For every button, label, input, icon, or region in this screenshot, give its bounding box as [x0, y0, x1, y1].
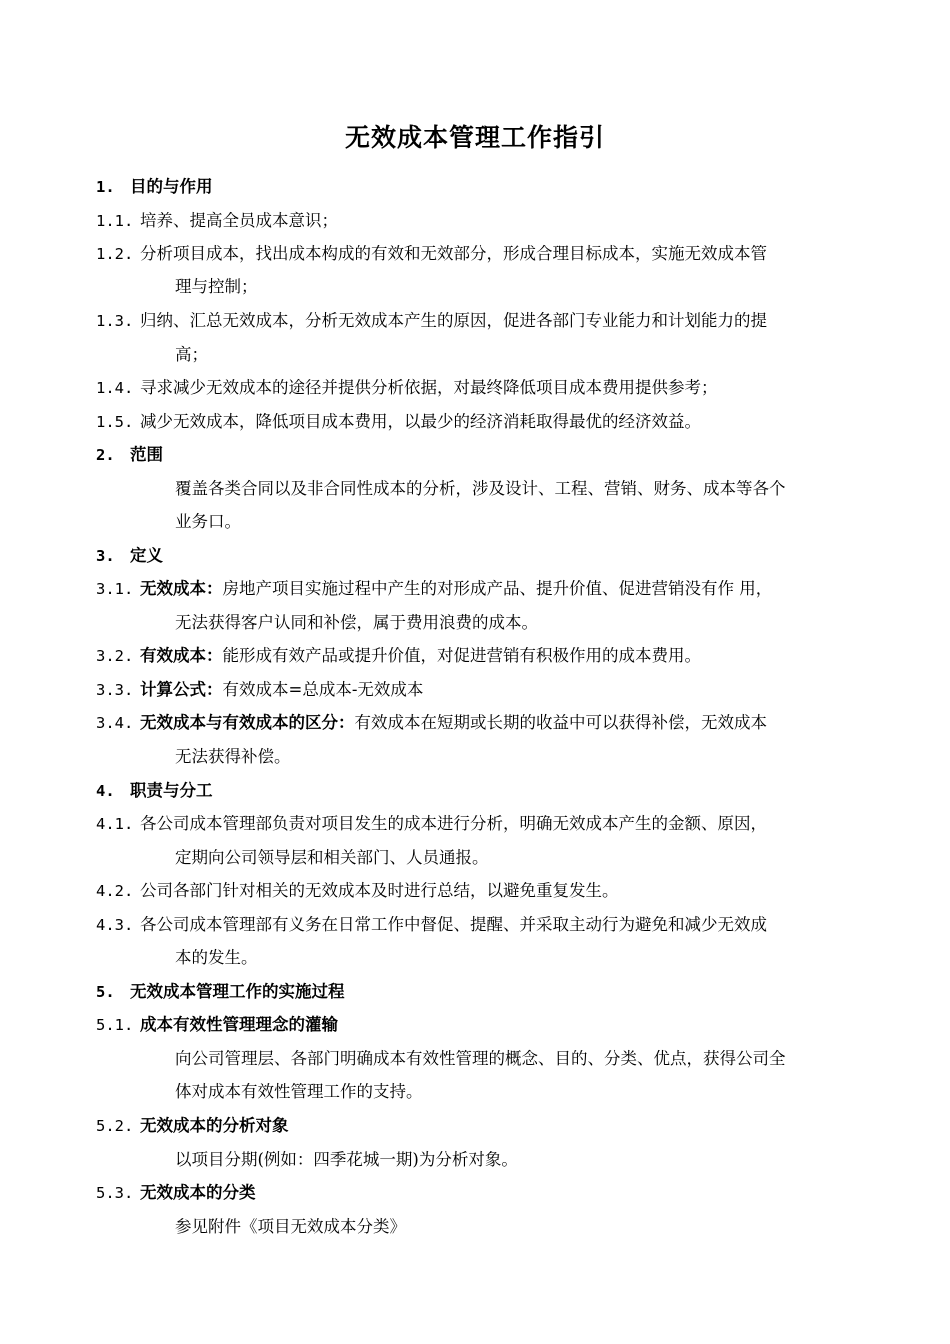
item-5-1-text: 向公司管理层、各部门明确成本有效性管理的概念、目的、分类、优点，获得公司全	[175, 1049, 786, 1068]
item-text: 有效成本在短期或长期的收益中可以获得补偿，无效成本	[354, 713, 767, 732]
section-title: 无效成本管理工作的实施过程	[130, 982, 345, 1001]
term-label: 有效成本：	[140, 646, 223, 665]
item-number: 4.2.	[96, 882, 134, 900]
item-text: 各公司成本管理部有义务在日常工作中督促、提醒、并采取主动行为避免和减少无效成	[140, 915, 767, 934]
item-number: 4.3.	[96, 916, 134, 934]
item-4-1	[96, 807, 862, 842]
section-2-heading	[96, 438, 862, 473]
item-number: 5.3.	[96, 1184, 134, 1202]
section-number: 3.	[96, 547, 115, 565]
item-3-1-continuation: 无法获得客户认同和补偿，属于费用浪费的成本。	[175, 613, 538, 632]
item-text: 房地产项目实施过程中产生的对形成产品、提升价值、促进营销没有作 用，	[222, 579, 773, 598]
item-4-3-continuation: 本的发生。	[175, 948, 258, 967]
item-3-4	[96, 706, 862, 741]
term-label: 无效成本：	[140, 579, 223, 598]
term-label: 无效成本与有效成本的区分：	[140, 713, 355, 732]
item-4-3	[96, 908, 862, 943]
item-number: 1.1.	[96, 212, 134, 230]
item-1-1	[96, 204, 862, 239]
item-5-3-heading	[96, 1176, 862, 1211]
subsection-title: 无效成本的分类	[140, 1183, 256, 1202]
item-text: 有效成本=总成本-无效成本	[222, 680, 424, 699]
item-number: 4.1.	[96, 815, 134, 833]
term-label: 计算公式：	[140, 680, 223, 699]
item-text: 培养、提高全员成本意识；	[140, 211, 338, 230]
subsection-title: 无效成本的分析对象	[140, 1116, 289, 1135]
item-1-2-continuation: 理与控制；	[175, 277, 258, 296]
item-1-4	[96, 371, 862, 406]
section-3-heading	[96, 539, 862, 574]
item-number: 3.2.	[96, 647, 134, 665]
section-title: 目的与作用	[130, 177, 213, 196]
item-text: 各公司成本管理部负责对项目发生的成本进行分析，明确无效成本产生的金额、原因，	[140, 814, 767, 833]
section-title: 职责与分工	[130, 781, 213, 800]
item-5-3-text: 参见附件《项目无效成本分类》	[175, 1217, 406, 1236]
item-5-2-heading	[96, 1109, 862, 1144]
subsection-title: 成本有效性管理理念的灌输	[140, 1015, 338, 1034]
document-title: 无效成本管理工作指引	[344, 123, 605, 152]
section-4-heading	[96, 774, 862, 809]
item-4-1-continuation: 定期向公司领导层和相关部门、人员通报。	[175, 848, 489, 867]
item-text: 寻求减少无效成本的途径并提供分析依据，对最终降低项目成本费用提供参考；	[140, 378, 718, 397]
item-5-2-text: 以项目分期(例如：四季花城一期)为分析对象。	[175, 1150, 518, 1169]
item-number: 1.5.	[96, 413, 134, 431]
item-5-1-heading	[96, 1008, 862, 1043]
item-5-1-continuation: 体对成本有效性管理工作的支持。	[175, 1082, 423, 1101]
item-1-2	[96, 237, 862, 272]
section-title: 范围	[130, 445, 163, 464]
item-1-3	[96, 304, 862, 339]
item-3-4-continuation: 无法获得补偿。	[175, 747, 291, 766]
item-text: 公司各部门针对相关的无效成本及时进行总结，以避免重复发生。	[140, 881, 619, 900]
item-text: 减少无效成本，降低项目成本费用，以最少的经济消耗取得最优的经济效益。	[140, 412, 701, 431]
section-number: 5.	[96, 983, 115, 1001]
item-4-2	[96, 874, 862, 909]
section-title: 定义	[130, 546, 163, 565]
item-text: 分析项目成本，找出成本构成的有效和无效部分，形成合理目标成本，实施无效成本管	[140, 244, 767, 263]
section-5-heading	[96, 975, 862, 1010]
item-text: 归纳、汇总无效成本，分析无效成本产生的原因，促进各部门专业能力和计划能力的提	[140, 311, 767, 330]
section-number: 4.	[96, 782, 115, 800]
item-1-3-continuation: 高；	[175, 345, 208, 364]
item-3-2	[96, 639, 862, 674]
item-number: 5.2.	[96, 1117, 134, 1135]
item-3-1	[96, 572, 862, 607]
item-number: 1.2.	[96, 245, 134, 263]
item-number: 3.4.	[96, 714, 134, 732]
section-2-continuation: 业务口。	[175, 512, 241, 531]
section-number: 1.	[96, 178, 115, 196]
item-1-5	[96, 405, 862, 440]
item-number: 3.3.	[96, 681, 134, 699]
item-3-3	[96, 673, 862, 708]
item-number: 3.1.	[96, 580, 134, 598]
item-number: 1.4.	[96, 379, 134, 397]
section-number: 2.	[96, 446, 115, 464]
item-number: 5.1.	[96, 1016, 134, 1034]
item-text: 能形成有效产品或提升价值，对促进营销有积极作用的成本费用。	[222, 646, 701, 665]
section-2-text: 覆盖各类合同以及非合同性成本的分析，涉及设计、工程、营销、财务、成本等各个	[175, 479, 786, 498]
item-number: 1.3.	[96, 312, 134, 330]
section-1-heading	[96, 170, 862, 205]
